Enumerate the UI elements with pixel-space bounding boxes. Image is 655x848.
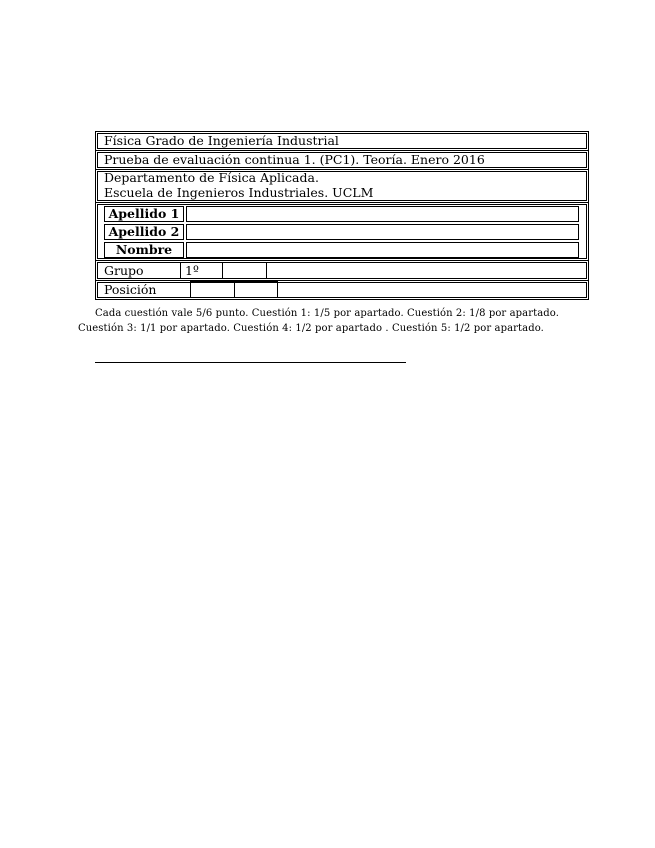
position-cell-1[interactable] — [190, 281, 235, 298]
group-label: Grupo — [104, 263, 144, 278]
separator-rule — [95, 362, 406, 363]
course-title: Física Grado de Ingeniería Industrial — [104, 133, 339, 148]
group-value: 1º — [185, 263, 199, 278]
position-cell-2[interactable] — [234, 281, 278, 298]
instructions-line-1: Cada cuestión vale 5/6 punto. Cuestión 1: 1/5 por apartado. Cuestión 2: 1/8 por apartado. — [95, 308, 560, 319]
surname1-field[interactable] — [186, 206, 579, 222]
exam-title: Prueba de evaluación continua 1. (PC1). Teoría. Enero 2016 — [104, 152, 485, 167]
name-field[interactable] — [186, 242, 579, 258]
group-cell-2[interactable] — [222, 262, 267, 279]
group-box — [95, 260, 589, 281]
department-name: Departamento de Física Aplicada. — [104, 170, 319, 185]
surname2-field[interactable] — [186, 224, 579, 240]
instructions-line-2: Cuestión 3: 1/1 por apartado. Cuestión 4: 1/2 por apartado . Cuestión 5: 1/2 por apartado. — [78, 323, 544, 334]
surname2-label: Apellido 2 — [108, 224, 180, 239]
surname1-label: Apellido 1 — [108, 206, 180, 221]
position-box — [95, 280, 589, 300]
position-label: Posición — [104, 282, 157, 297]
name-label: Nombre — [115, 242, 173, 257]
school-name: Escuela de Ingenieros Industriales. UCLM — [104, 185, 374, 200]
